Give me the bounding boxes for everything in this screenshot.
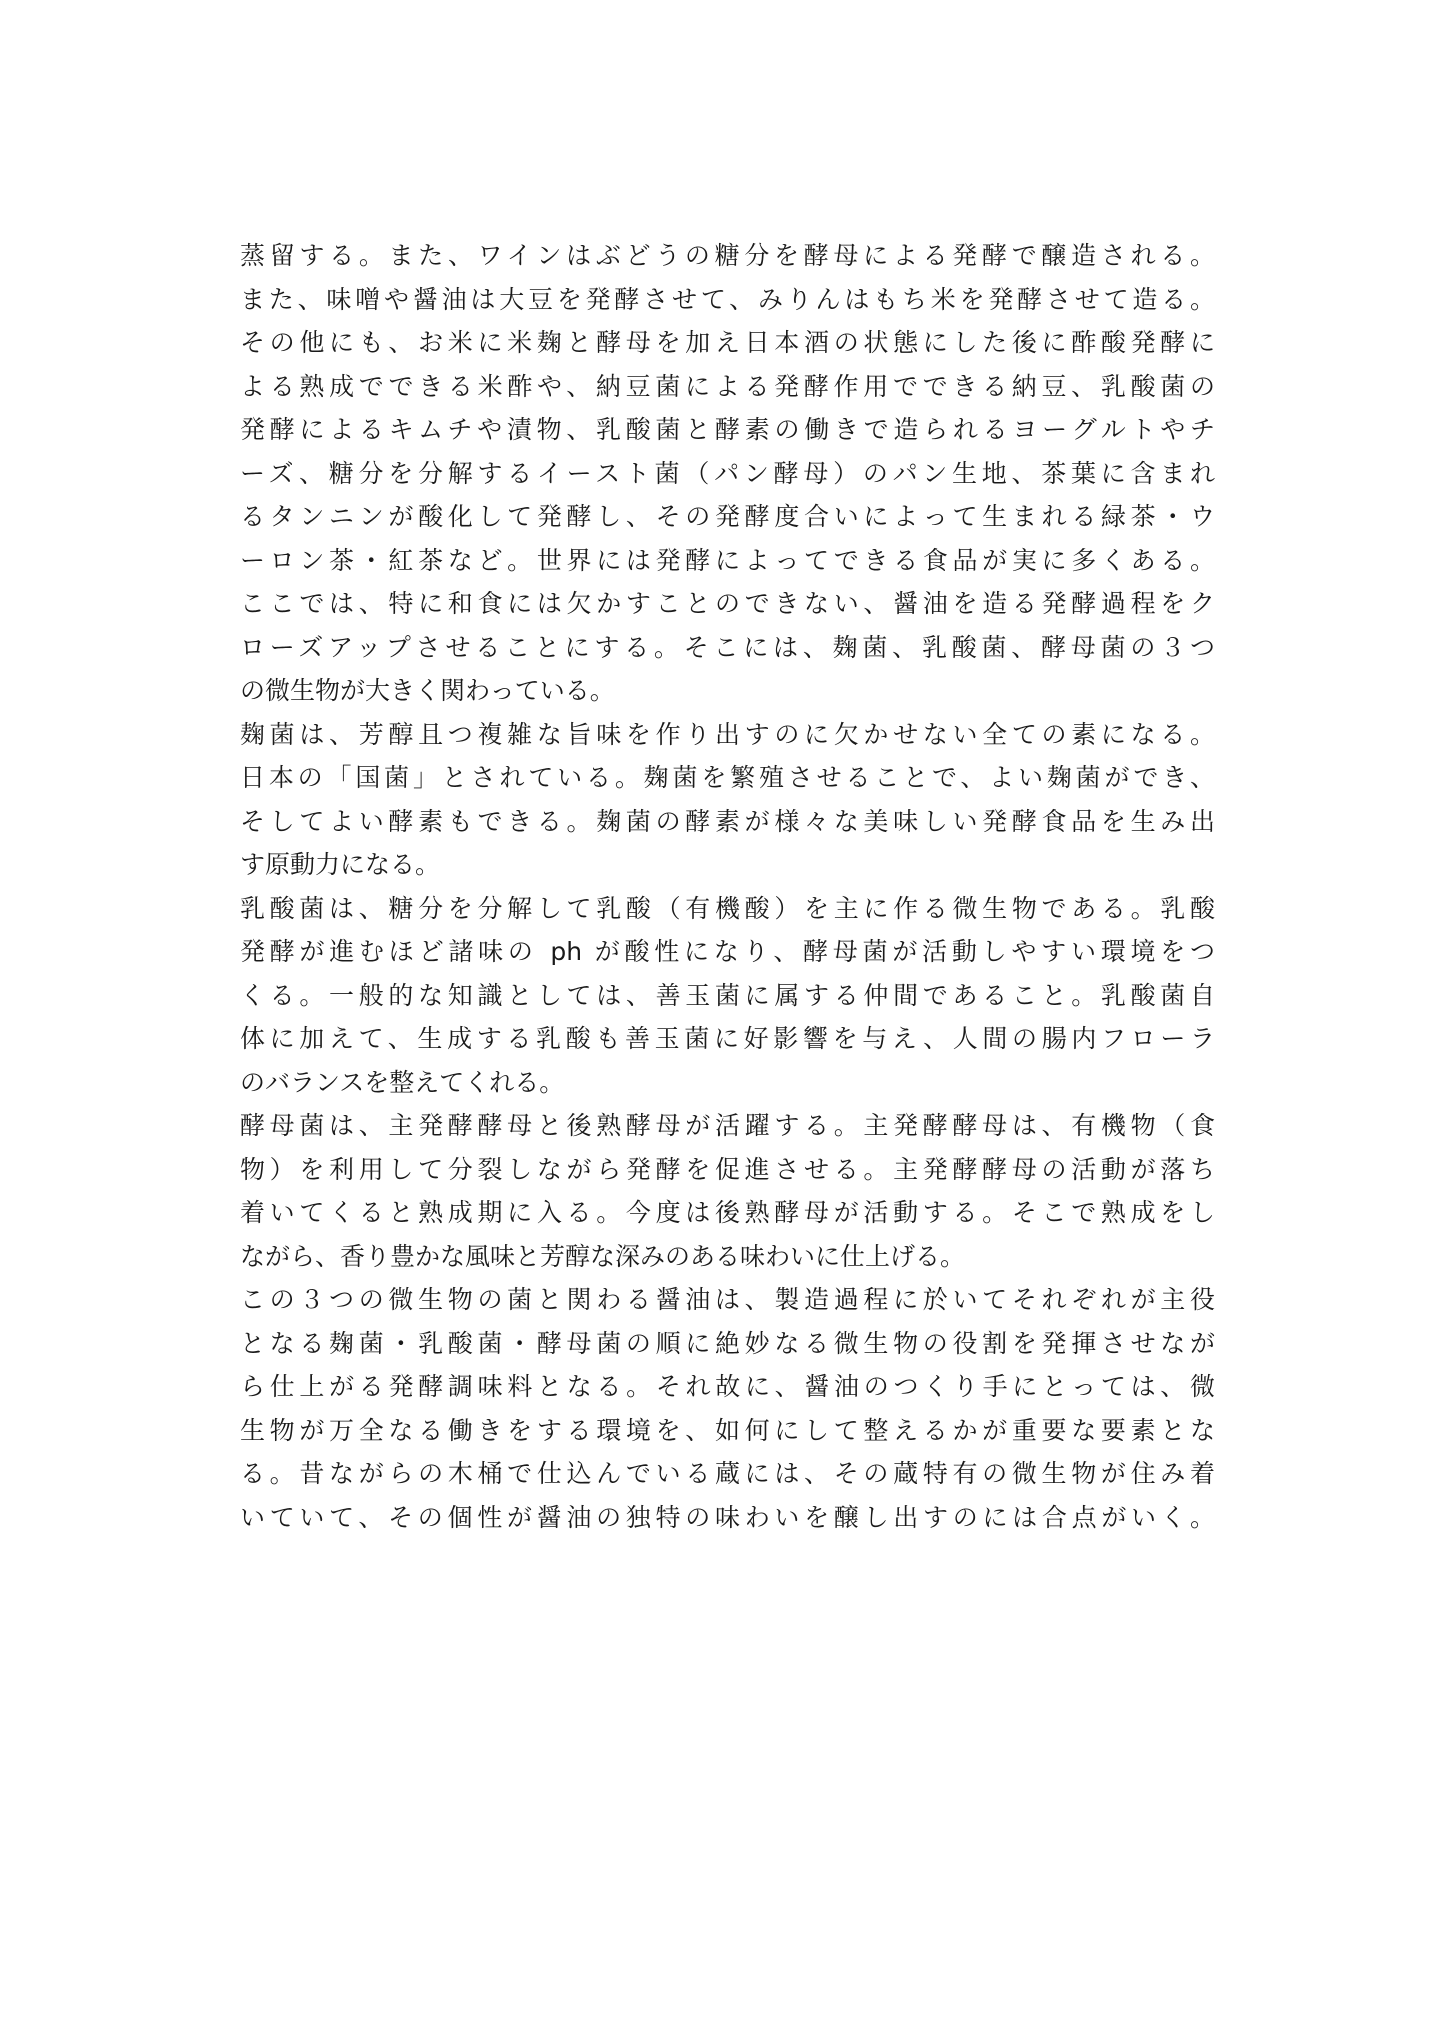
text-line: ーロン茶・紅茶など。世界には発酵によってできる食品が実に多くある。 xyxy=(240,545,1215,575)
text-line: よる熟成でできる米酢や、納豆菌による発酵作用でできる納豆、乳酸菌の xyxy=(240,371,1215,401)
paragraph-koji xyxy=(240,713,1215,887)
text-line: 着いてくると熟成期に入る。今度は後熟酵母が活動する。そこで熟成をし xyxy=(240,1198,1215,1227)
text-line: となる麹菌・乳酸菌・酵母菌の順に絶妙なる微生物の役割を発揮させなが xyxy=(240,1328,1215,1358)
text-line: 麹菌は、芳醇且つ複雑な旨味を作り出すのに欠かせない全ての素になる。 xyxy=(240,719,1215,749)
text-line: くる。一般的な知識としては、善玉菌に属する仲間であること。乳酸菌自 xyxy=(240,980,1215,1010)
text-line: 蒸留する。また、ワインはぶどうの糖分を酵母による発酵で醸造される。 xyxy=(240,241,1215,270)
text-line: の微生物が大きく関わっている。 xyxy=(240,676,615,705)
text-line: ら仕上がる発酵調味料となる。それ故に、醤油のつくり手にとっては、微 xyxy=(240,1372,1215,1401)
text-line: 酵母菌は、主発酵酵母と後熟酵母が活躍する。主発酵酵母は、有機物（食 xyxy=(240,1111,1215,1140)
text-line: るタンニンが酸化して発酵し、その発酵度合いによって生まれる緑茶・ウ xyxy=(240,502,1215,531)
text-line: いていて、その個性が醤油の独特の味わいを醸し出すのには合点がいく。 xyxy=(240,1502,1215,1532)
text-line: のバランスを整えてくれる。 xyxy=(240,1067,565,1097)
text-line: ここでは、特に和食には欠かすことのできない、醤油を造る発酵過程をク xyxy=(240,589,1215,618)
text-line: 日本の「国菌」とされている。麹菌を繁殖させることで、よい麹菌ができ、 xyxy=(240,763,1215,792)
text-line: 発酵が進むほど諸味の ph が酸性になり、酵母菌が活動しやすい環境をつ xyxy=(240,937,1215,966)
text-line: る。昔ながらの木桶で仕込んでいる蔵には、その蔵特有の微生物が住み着 xyxy=(240,1459,1215,1488)
text-line: 物）を利用して分裂しながら発酵を促進させる。主発酵酵母の活動が落ち xyxy=(240,1154,1215,1184)
paragraph-soy-sauce xyxy=(240,1278,1215,1539)
text-line: 生物が万全なる働きをする環境を、如何にして整えるかが重要な要素とな xyxy=(240,1415,1215,1445)
text-line: 体に加えて、生成する乳酸も善玉菌に好影響を与え、人間の腸内フローラ xyxy=(240,1024,1215,1053)
paragraph-fermented-foods xyxy=(240,234,1215,713)
paragraph-lactic-acid xyxy=(240,887,1215,1105)
text-line: そしてよい酵素もできる。麹菌の酵素が様々な美味しい発酵食品を生み出 xyxy=(240,806,1215,836)
text-line: ーズ、糖分を分解するイースト菌（パン酵母）のパン生地、茶葉に含まれ xyxy=(240,458,1215,488)
text-line: 発酵によるキムチや漬物、乳酸菌と酵素の働きで造られるヨーグルトやチ xyxy=(240,415,1215,444)
text-line: ローズアップさせることにする。そこには、麹菌、乳酸菌、酵母菌の３つ xyxy=(240,632,1215,662)
paragraph-yeast xyxy=(240,1104,1215,1278)
text-line: 乳酸菌は、糖分を分解して乳酸（有機酸）を主に作る微生物である。乳酸 xyxy=(240,893,1215,923)
text-line: す原動力になる。 xyxy=(240,850,441,879)
text-line: この３つの微生物の菌と関わる醤油は、製造過程に於いてそれぞれが主役 xyxy=(240,1285,1215,1314)
text-line: その他にも、お米に米麹と酵母を加え日本酒の状態にした後に酢酸発酵に xyxy=(240,328,1215,357)
text-line: ながら、香り豊かな風味と芳醇な深みのある味わいに仕上げる。 xyxy=(240,1241,966,1271)
text-line: また、味噌や醤油は大豆を発酵させて、みりんはもち米を発酵させて造る。 xyxy=(240,284,1215,314)
document-body xyxy=(240,234,1215,1539)
